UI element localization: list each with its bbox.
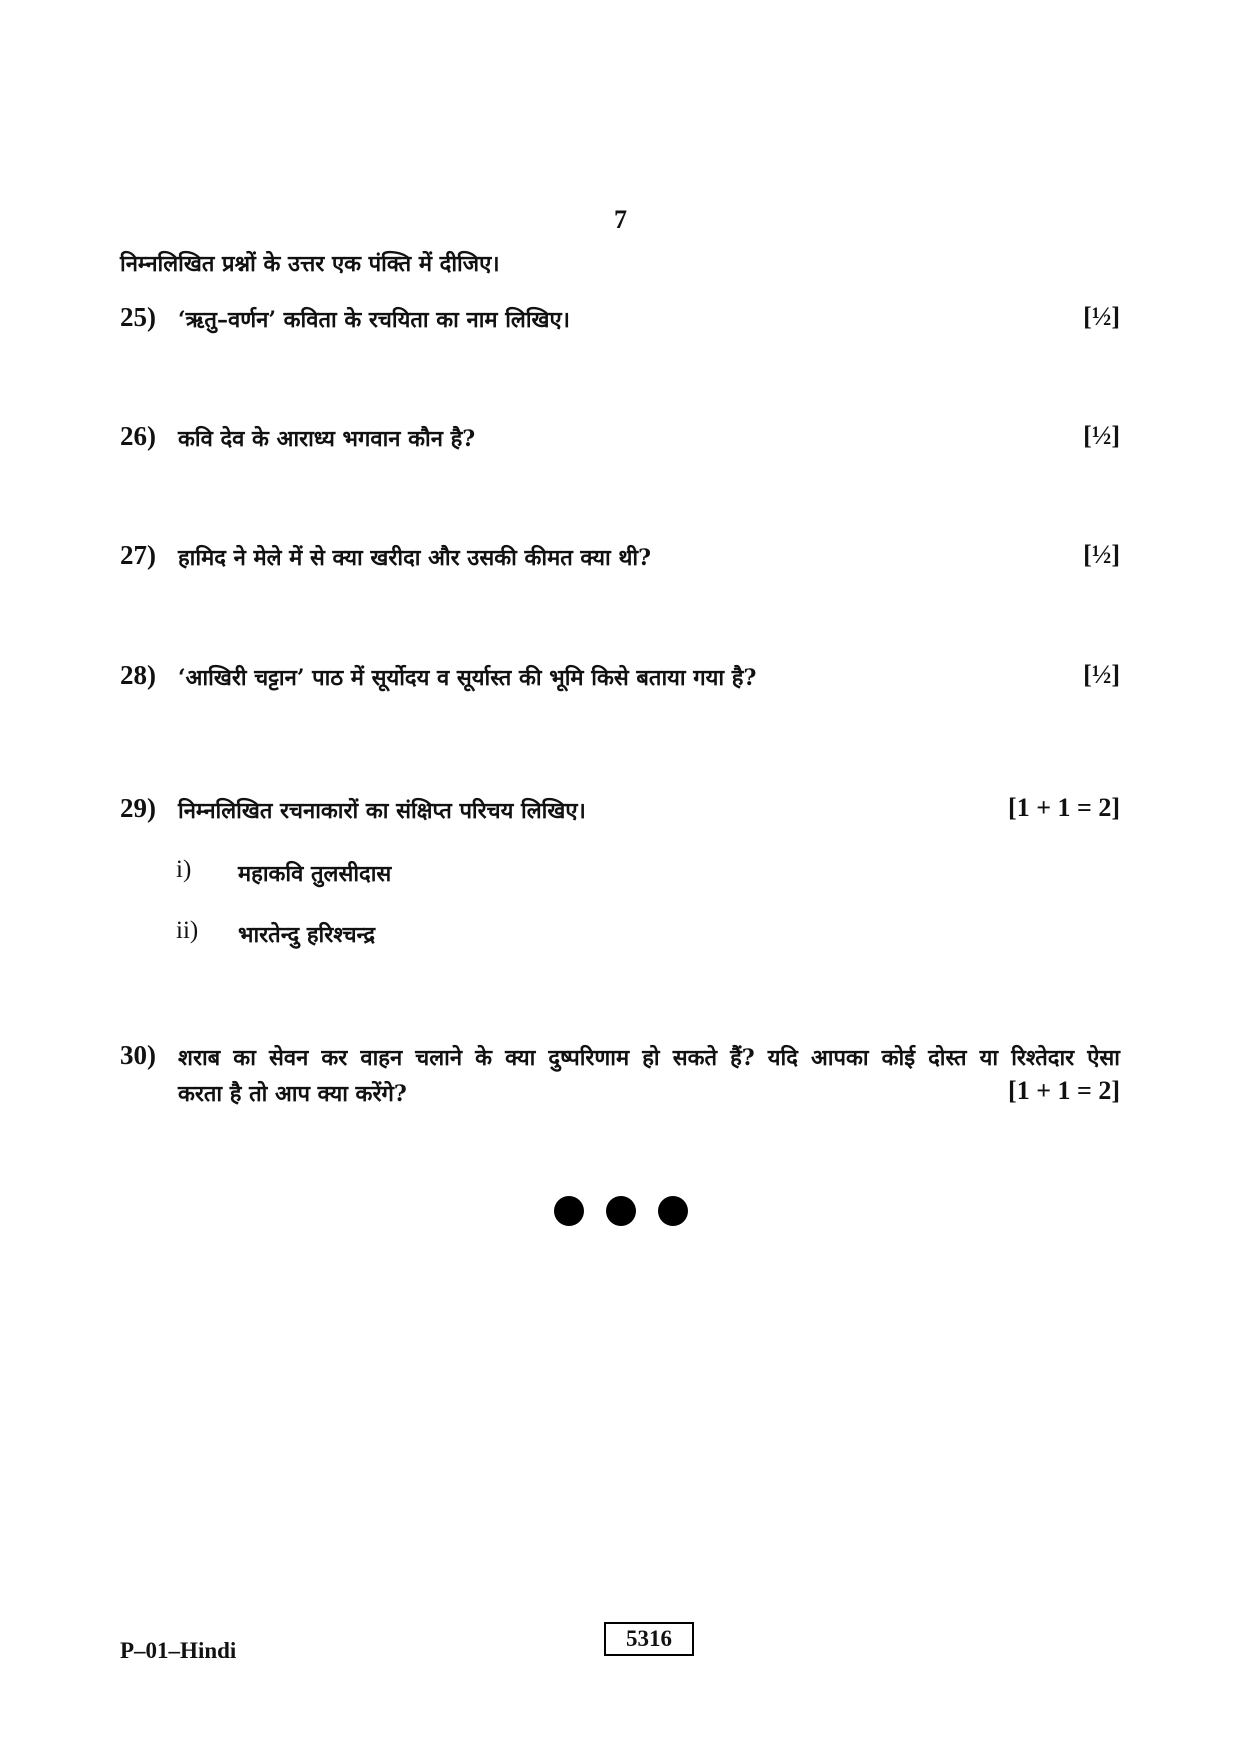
section-instruction: निम्नलिखित प्रश्नों के उत्तर एक पंक्ति में दीजिए।: [120, 251, 500, 277]
sub-item-label: ii): [176, 917, 199, 944]
question-28: [120, 660, 1120, 700]
question-text: ‘ऋतु–वर्णन’ कविता के रचयिता का नाम लिखिए।: [178, 307, 571, 333]
question-marks: [½]: [1083, 302, 1120, 331]
sub-item-text: महाकवि तुलसीदास: [238, 861, 392, 887]
sub-item-label: i): [176, 856, 192, 883]
paper-number-box: 5316: [604, 1622, 694, 1656]
question-number: 29): [120, 793, 156, 823]
question-text: ‘आखिरी चट्टान’ पाठ में सूर्योदय व सूर्यास्त की भूमि किसे बताया गया है?: [178, 665, 757, 691]
question-number: 27): [120, 540, 156, 570]
question-text: कवि देव के आराध्य भगवान कौन है?: [178, 426, 476, 452]
question-29: [120, 793, 1120, 833]
question-marks: [½]: [1083, 660, 1120, 689]
dot-icon: [658, 1196, 688, 1226]
question-marks: [½]: [1083, 421, 1120, 450]
page-number: 7: [614, 205, 627, 234]
paper-code: P–01–Hindi: [120, 1638, 237, 1663]
end-marker: [0, 1196, 1241, 1226]
question-27: [120, 540, 1120, 580]
question-number: 30): [120, 1040, 156, 1070]
question-marks: [1 + 1 = 2]: [1008, 793, 1120, 822]
question-text-line1: शराब का सेवन कर वाहन चलाने के क्या दुष्परिणाम हो सकते हैं? यदि आपका कोई दोस्त या रिश्तेदार ऐसा: [178, 1045, 1120, 1071]
question-text: हामिद ने मेले में से क्या खरीदा और उसकी कीमत क्या थी?: [178, 545, 651, 571]
question-30: [120, 1040, 1120, 1120]
question-26: [120, 421, 1120, 461]
question-25: [120, 302, 1120, 342]
question-text-line2: करता है तो आप क्या करेंगे?: [178, 1081, 407, 1107]
question-number: 28): [120, 660, 156, 690]
question-number: 25): [120, 302, 156, 332]
sub-item-text: भारतेन्दु हरिश्चन्द्र: [238, 922, 376, 948]
question-number: 26): [120, 421, 156, 451]
question-marks: [½]: [1083, 540, 1120, 569]
dot-icon: [554, 1196, 584, 1226]
dot-icon: [606, 1196, 636, 1226]
question-text: निम्नलिखित रचनाकारों का संक्षिप्त परिचय लिखिए।: [178, 798, 586, 824]
question-marks: [1 + 1 = 2]: [1008, 1076, 1120, 1105]
